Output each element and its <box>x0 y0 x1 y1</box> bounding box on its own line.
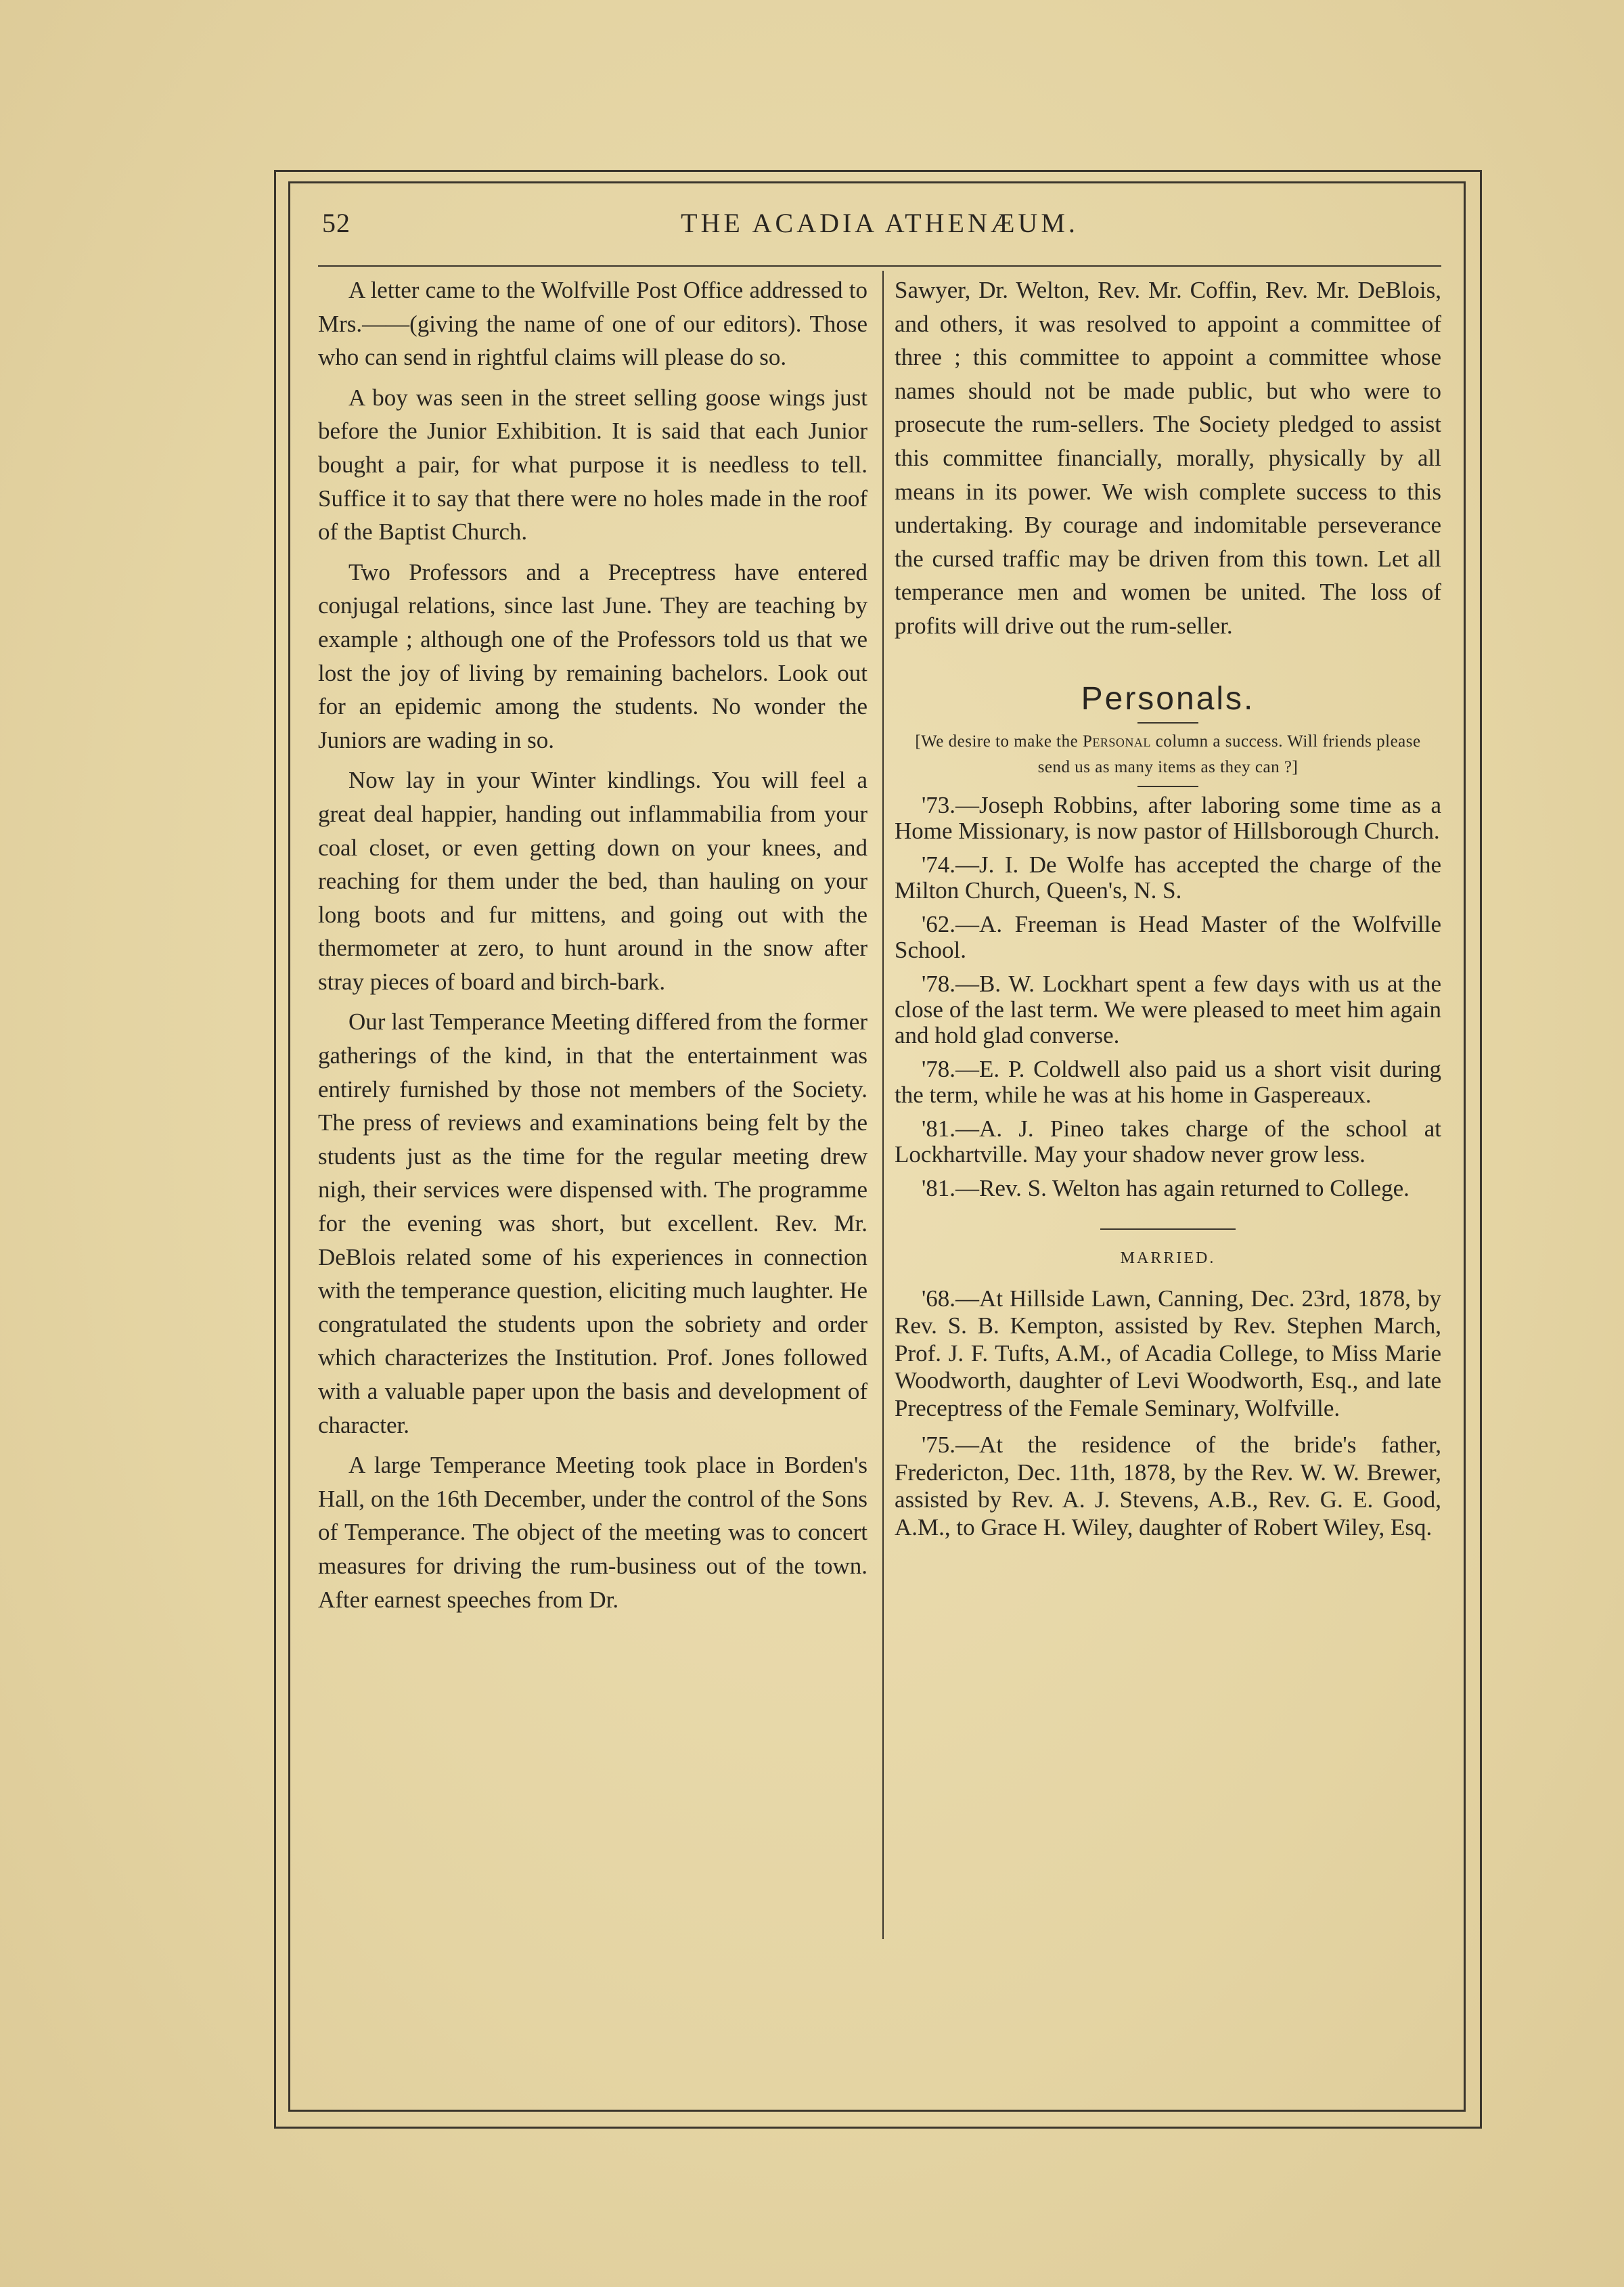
personal-entry: '81.—Rev. S. Welton has again returned to College. <box>922 1175 1409 1202</box>
personals-list <box>895 793 1441 1201</box>
paragraph-winter-kindlings: Now lay in your Winter kindlings. You will feel a great deal happier, handing out inflammabilia from your coal closet, or even getting down on your knees, and reaching for them under the bed, than hauling on your long boots and fur mittens, and going out with the thermometer at zero, to hunt around in the snow after stray pieces of board and birch-bark. <box>318 767 867 995</box>
married-heading: MARRIED. <box>1120 1249 1216 1268</box>
paragraph-temperance-meeting: Our last Temperance Meeting differed from the former gatherings of the kind, in that the entertainment was entirely furnished by those not members of the Society. The press of reviews and examinations being felt by the students just as the time for the regular meeting drew nigh, their services were dispensed with. The programme for the evening was short, but excellent. Rev. Mr. DeBlois related some of his experiences in connection with the temperance question, eliciting much laughter. He congratulated the students upon the sobriety and order which characterizes the Institution. Prof. Jones followed with a valuable paper upon the basis and development of character. <box>318 1008 867 1438</box>
married-rule <box>1100 1228 1236 1230</box>
heading-rule <box>1137 722 1198 724</box>
personal-entry: '74.—J. I. De Wolfe has accepted the charge of the Milton Church, Queen's, N. S. <box>895 851 1441 904</box>
personal-entry: '78.—B. W. Lockhart spent a few days with us at the close of the last term. We were pleased to meet him again and hold glad converse. <box>895 971 1441 1049</box>
paragraph-goose-wings: A boy was seen in the street selling goose wings just before the Junior Exhibition. It is said that each Junior bought a pair, for what purpose it is needless to tell. Suffice it to say that there were no holes made in the roof of the Baptist Church. <box>318 384 867 546</box>
married-entry: '75.—At the residence of the bride's father, Fredericton, Dec. 11th, 1878, by the Rev. W. W. Brewer, assisted by Rev. A. J. Stevens, A.B., Rev. G. E. Good, A.M., to Grace H. Wiley, daughter of Robert Wiley, Esq. <box>895 1431 1441 1540</box>
page-header <box>318 203 1441 257</box>
paragraph-professors-married: Two Professors and a Preceptress have entered conjugal relations, since last June. They are teaching by example ; although one of the Professors told us that we lost the joy of living by remaining bachelors. Look out for an epidemic among the students. No wonder the Juniors are wading in so. <box>318 558 867 753</box>
personals-heading: Personals. <box>1081 680 1255 717</box>
column-divider <box>882 271 884 1939</box>
personal-entry: '78.—E. P. Coldwell also paid us a short visit during the term, while he was at his home in Gaspereaux. <box>895 1056 1441 1109</box>
paragraph-post-office-letter: A letter came to the Wolfville Post Office addressed to Mrs.——(giving the name of one of our editors). Those who can send in rightful claims will please do so. <box>318 277 867 371</box>
right-column <box>895 273 1441 1551</box>
personal-entry: '81.—A. J. Pineo takes charge of the school at Lockhartville. May your shadow never grow less. <box>895 1115 1441 1168</box>
personals-note: [We desire to make the Personal column a success. Will friends please send us as many items as they can ?] <box>915 732 1421 777</box>
personal-entry: '62.—A. Freeman is Head Master of the Wolfville School. <box>895 911 1441 964</box>
page-number: 52 <box>322 208 351 238</box>
note-rule <box>1137 786 1198 787</box>
married-entry: '68.—At Hillside Lawn, Canning, Dec. 23rd, 1878, by Rev. S. B. Kempton, assisted by Rev. Stephen March, Prof. J. F. Tufts, A.M., of Acadia College, to Miss Marie Woodworth, daughter of Levi Woodworth, Esq., and late Preceptress of the Female Seminary, Wolfville. <box>895 1285 1441 1421</box>
left-column <box>318 273 867 1616</box>
paragraph-continuation: Sawyer, Dr. Welton, Rev. Mr. Coffin, Rev. Mr. DeBlois, and others, it was resolved to appoint a committee of three ; this committee to appoint a committee whose names should not be made public, but who were to prosecute the rum-sellers. The Society pledged to assist this committee financially, morally, physically by all means in its power. We wish complete success to this undertaking. By courage and indomitable perseverance the cursed traffic may be driven from this town. Let all temperance men and women be united. The loss of profits will drive out the rum-seller. <box>895 277 1441 639</box>
married-list <box>895 1285 1441 1542</box>
running-title: THE ACADIA ATHENÆUM. <box>681 208 1079 238</box>
header-rule <box>318 265 1441 267</box>
paragraph-large-temperance-meeting: A large Temperance Meeting took place in Borden's Hall, on the 16th December, under the control of the Sons of Temperance. The object of the meeting was to concert measures for driving the rum-business out of the town. After earnest speeches from Dr. <box>318 1452 867 1613</box>
personal-entry: '73.—Joseph Robbins, after laboring some time as a Home Missionary, is now pastor of Hillsborough Church. <box>895 792 1441 845</box>
